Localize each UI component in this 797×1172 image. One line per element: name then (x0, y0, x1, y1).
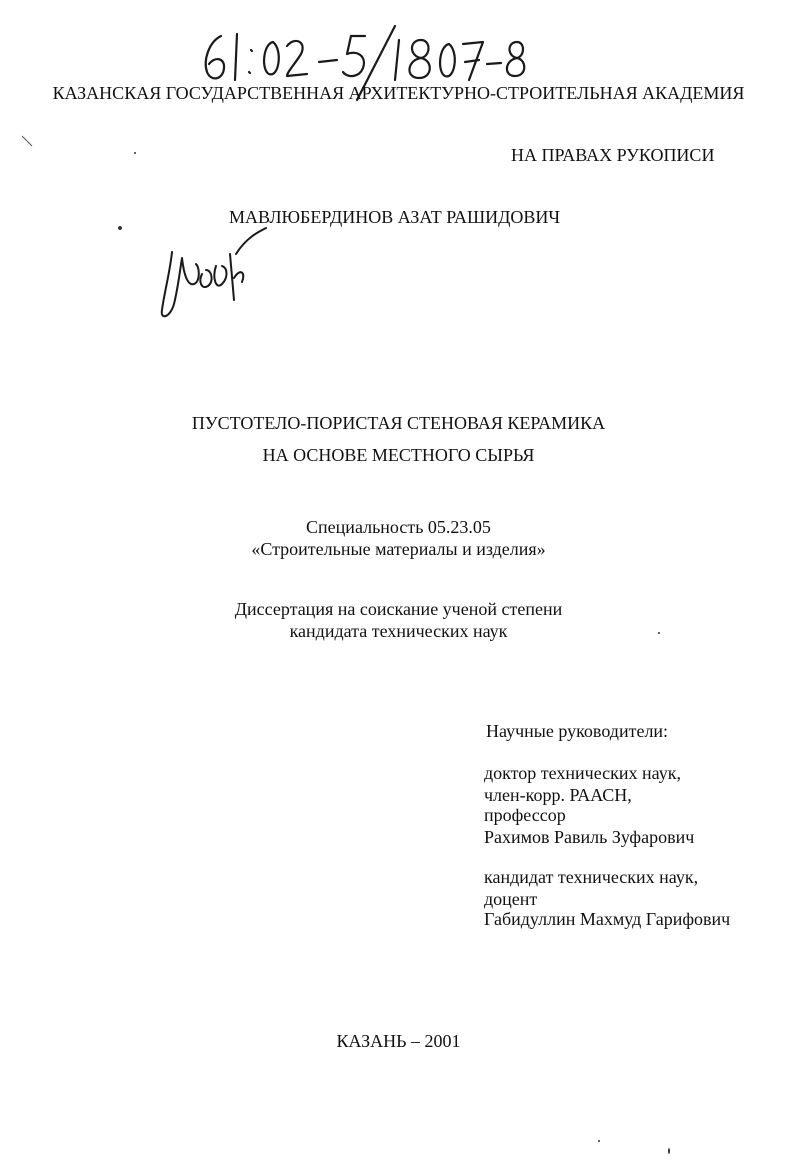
supervisor1-position: профессор (484, 805, 566, 825)
institution-name: КАЗАНСКАЯ ГОСУДАРСТВЕННАЯ АРХИТЕКТУРНО-СТРОИТЕЛЬНАЯ АКАДЕМИЯ (52, 83, 745, 103)
degree-sought-line1: Диссертация на соискание ученой степени (234, 599, 563, 619)
supervisor1-degree: доктор технических наук, (484, 763, 681, 783)
supervisor2-position: доцент (484, 889, 538, 909)
dissertation-title-line2: НА ОСНОВЕ МЕСТНОГО СЫРЬЯ (262, 445, 535, 465)
dissertation-title-line1: ПУСТОТЕЛО-ПОРИСТАЯ СТЕНОВАЯ КЕРАМИКА (191, 413, 606, 433)
scan-speck (118, 226, 122, 230)
supervisor1-membership: член-корр. РААСН, (484, 785, 632, 805)
handwritten-signature (150, 224, 270, 324)
specialty-code: Специальность 05.23.05 (306, 517, 491, 537)
specialty-name: «Строительные материалы и изделия» (251, 539, 546, 559)
scan-speck (134, 152, 136, 154)
supervisor1-name: Рахимов Равиль Зуфарович (484, 827, 695, 847)
author-name: МАВЛЮБЕРДИНОВ АЗАТ РАШИДОВИЧ (229, 207, 561, 227)
scan-speck (658, 632, 660, 634)
manuscript-rights: НА ПРАВАХ РУКОПИСИ (511, 145, 715, 165)
supervisors-heading: Научные руководители: (486, 721, 669, 741)
supervisor2-degree: кандидат технических наук, (484, 867, 699, 887)
place-and-year: КАЗАНЬ – 2001 (336, 1031, 461, 1051)
scan-speck (668, 1148, 670, 1154)
degree-sought-line2: кандидата технических наук (289, 621, 508, 641)
scan-speck (598, 1140, 600, 1142)
scan-mark (20, 134, 36, 150)
supervisor2-name: Габидуллин Махмуд Гарифович (484, 909, 731, 929)
